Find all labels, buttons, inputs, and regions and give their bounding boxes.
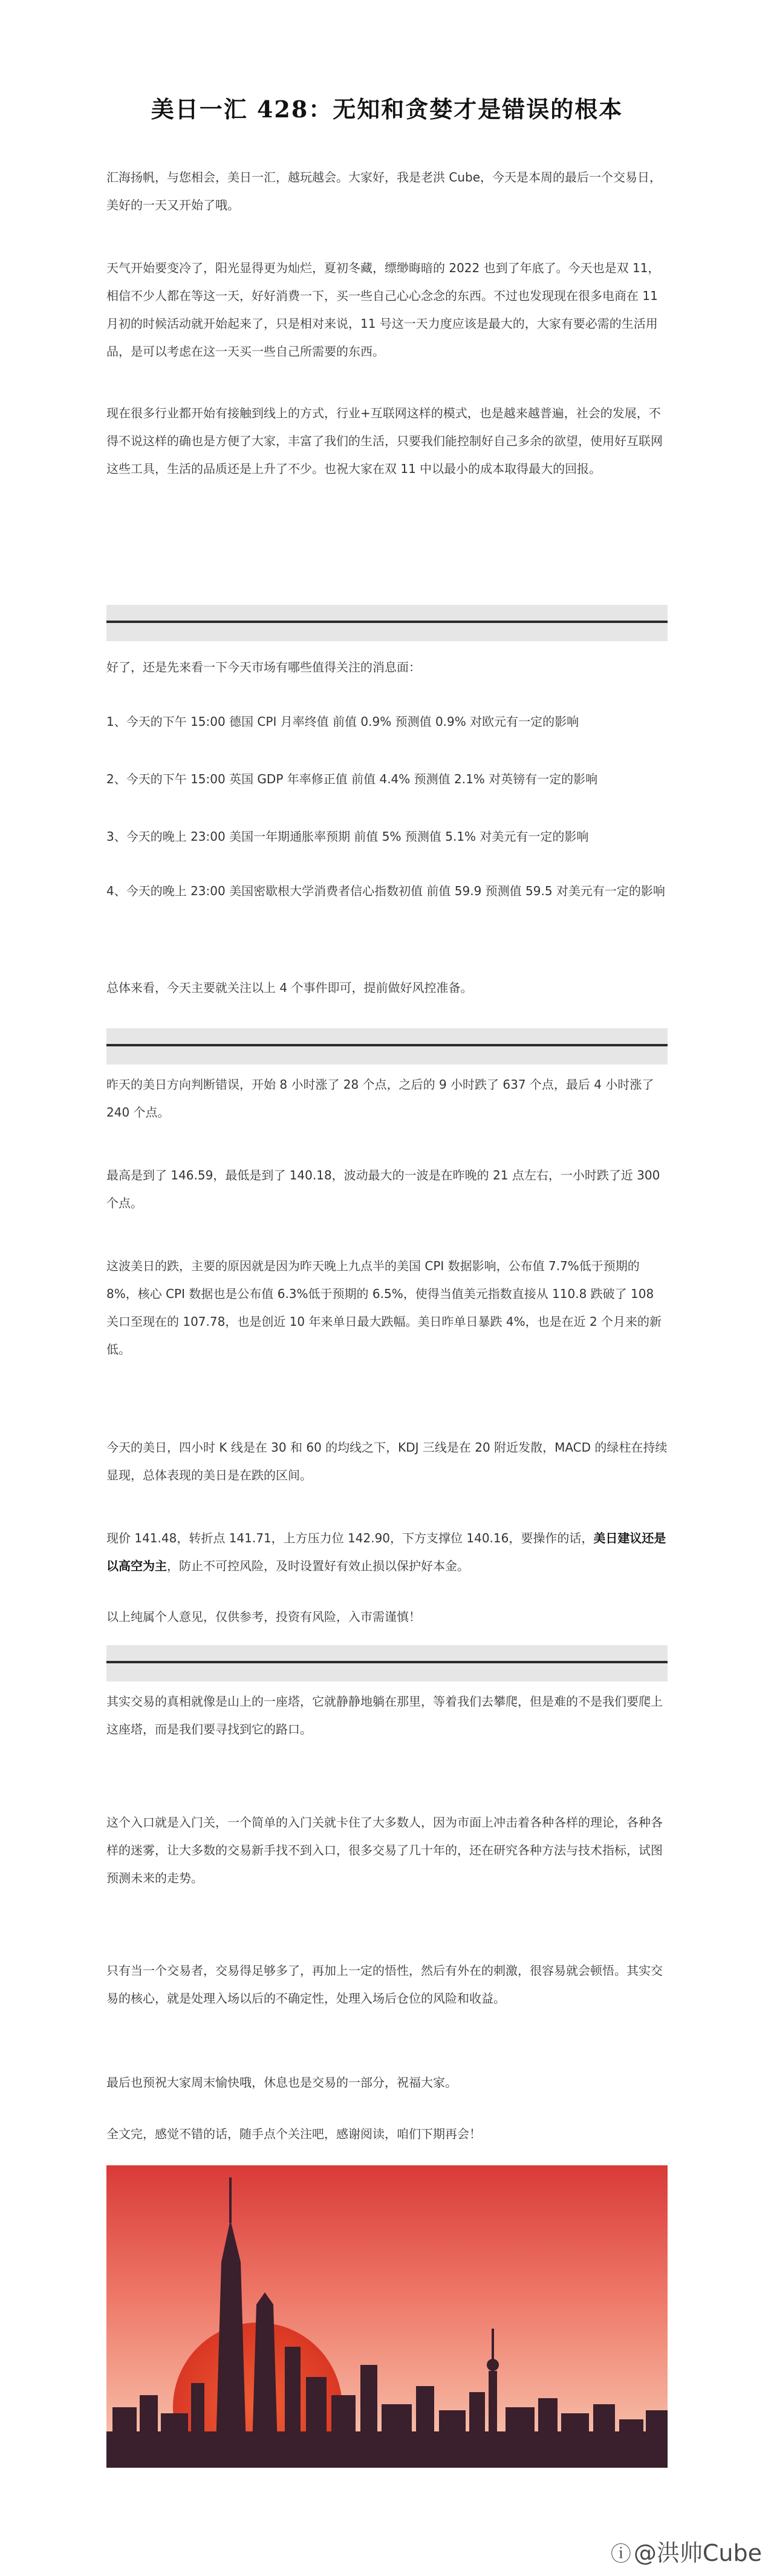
- news-item-3: 3、今天的晚上 23:00 美国一年期通胀率预期 前值 5% 预测值 5.1% 对美元有一定的影响: [106, 829, 589, 844]
- disclaimer: 以上纯属个人意见，仅供参考，投资有风险，入市需谨慎！: [106, 1609, 421, 1624]
- author-watermark: [611, 2534, 762, 2568]
- analysis-paragraph-4: 今天的美日，四小时 K 线是在 30 和 60 的均线之下，KDJ 三线是在 20 附近发散，MACD 的绿柱在持续显现，总体表现的美日是在跌的区间。: [106, 1440, 668, 1482]
- analysis-paragraph-1: 昨天的美日方向判断错误，开始 8 小时涨了 28 个点，之后的 9 小时跌了 637 个点，最后 4 小时涨了 240 个点。: [106, 1077, 654, 1120]
- article-title: 美日一汇 428：无知和贪婪才是错误的根本: [151, 96, 623, 123]
- analysis-paragraph-5: [106, 1524, 668, 1580]
- news-item-4: 4、今天的晚上 23:00 美国密歇根大学消费者信心指数初值 前值 59.9 预测值 59.5 对美元有一定的影响: [106, 884, 665, 898]
- divider-line: [106, 1044, 668, 1046]
- section-divider-2: [106, 1028, 668, 1065]
- risk-note-text: ，防止不可控风险，及时设置好有效止损以保护好本金。: [167, 1559, 469, 1573]
- news-summary: 总体来看，今天主要就关注以上 4 个事件即可，提前做好风控准备。: [106, 980, 473, 995]
- closing-paragraph-4: 最后也预祝大家周末愉快哦，休息也是交易的一部分，祝福大家。: [106, 2075, 457, 2090]
- intro-paragraph-1: 汇海扬帆，与您相会，美日一汇，越玩越会。大家好，我是老洪 Cube，今天是本周的最后一个交易日，美好的一天又开始了哦。: [106, 170, 662, 212]
- trade-suggestion-bold: 美日建议还是以高空为主: [106, 1531, 666, 1573]
- news-item-2: 2、今天的下午 15:00 英国 GDP 年率修正值 前值 4.4% 预测值 2.1% 对英镑有一定的影响: [106, 772, 598, 786]
- news-item-1: 1、今天的下午 15:00 德国 CPI 月率终值 前值 0.9% 预测值 0.9% 对欧元有一定的影响: [106, 714, 579, 729]
- intro-paragraph-2: 天气开始要变冷了，阳光显得更为灿烂，夏初冬藏，缥缈晦暗的 2022 也到了年底了。今天也是双 11，相信不少人都在等这一天，好好消费一下，买一些自己心心念念的东西。不过也发现现在很多电商在 11 月初的时候活动就开始起来了，只是相对来说，11 号这一天力度应该是最大的，大家有要必需的生活用品，是可以考虑在这一天买一些自己所需要的东西。: [106, 261, 660, 359]
- closing-paragraph-3: 只有当一个交易者，交易得足够多了，再加上一定的悟性，然后有外在的刺激，很容易就会顿悟。其实交易的核心，就是处理入场以后的不确定性，处理入场后仓位的风险和收益。: [106, 1963, 663, 2006]
- section-divider-3: [106, 1645, 668, 1681]
- closing-paragraph-1: 其实交易的真相就像是山上的一座塔，它就静静地躺在那里，等着我们去攀爬，但是难的不是我们要爬上这座塔，而是我们要寻找到它的路口。: [106, 1694, 663, 1736]
- closing-paragraph-2: 这个入口就是入门关，一个简单的入门关就卡住了大多数人，因为市面上冲击着各种各样的理论，各种各样的迷雾，让大多数的交易新手找不到入口，很多交易了几十年的，还在研究各种方法与技术指标，试图预测未来的走势。: [106, 1815, 663, 1885]
- analysis-paragraph-3: 这波美日的跌，主要的原因就是因为昨天晚上九点半的美国 CPI 数据影响，公布值 7.7%低于预期的 8%，核心 CPI 数据也是公布值 6.3%低于预期的 6.5%，使得当值美元指数直接从 110.8 跌破了 108 关口至现在的 107.78，也是创近 10 年来单日最大跌幅。美日昨单日暴跌 4%，也是在近 2 个月来的新低。: [106, 1259, 662, 1357]
- analysis-paragraph-2: 最高是到了 146.59，最低是到了 140.18，波动最大的一波是在昨晚的 21 点左右，一小时跌了近 300 个点。: [106, 1168, 660, 1210]
- watermark-text: @洪帅Cube: [633, 2540, 762, 2566]
- divider-line: [106, 621, 668, 623]
- price-levels-text: 现价 141.48，转折点 141.71，上方压力位 142.90，下方支撑位 140.16，要操作的话，: [106, 1531, 594, 1545]
- weibo-logo-icon: ⓘ: [610, 2542, 631, 2566]
- closing-paragraph-5: 全文完，感觉不错的话，随手点个关注吧，感谢阅读，咱们下期再会！: [106, 2127, 481, 2141]
- section-divider-1: [106, 605, 668, 641]
- intro-paragraph-3: 现在很多行业都开始有接触到线上的方式，行业+互联网这样的模式，也是越来越普遍，社会的发展，不得不说这样的确也是方便了大家，丰富了我们的生活，只要我们能控制好自己多余的欲望，使用好互联网这些工具，生活的品质还是上升了不少。也祝大家在双 11 中以最小的成本取得最大的回报。: [106, 406, 663, 476]
- sunset-skyline-illustration: [106, 2165, 668, 2468]
- news-lead: 好了，还是先来看一下今天市场有哪些值得关注的消息面：: [106, 660, 421, 674]
- divider-line: [106, 1661, 668, 1663]
- sunset-skyline-image: [106, 2165, 668, 2468]
